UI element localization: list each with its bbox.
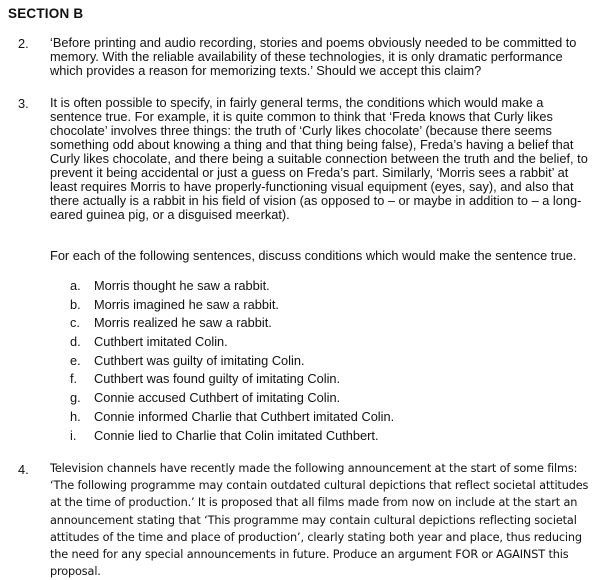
question-3-number: 3. xyxy=(18,96,29,111)
question-2-number: 2. xyxy=(18,36,29,51)
list-item-text: Cuthbert imitated Colin. xyxy=(94,334,228,350)
section-heading: SECTION B xyxy=(8,6,84,21)
list-item-letter: f. xyxy=(70,371,78,387)
list-item xyxy=(70,409,394,428)
list-item-letter: h. xyxy=(70,408,81,424)
list-item xyxy=(70,297,394,316)
list-item-letter: b. xyxy=(70,296,81,312)
list-item-text: Cuthbert was guilty of imitating Colin. xyxy=(94,352,305,368)
list-item xyxy=(70,278,394,297)
question-2-text xyxy=(50,36,598,78)
list-item-text: Morris thought he saw a rabbit. xyxy=(94,278,270,293)
question-3-text xyxy=(50,96,598,222)
list-item xyxy=(70,334,394,353)
question-3-sentence-list xyxy=(70,278,394,446)
question-3-instruction: For each of the following sentences, discuss conditions which would make the sentence true. xyxy=(50,248,577,263)
list-item-letter: a. xyxy=(70,278,81,293)
list-item-text: Morris realized he saw a rabbit. xyxy=(94,315,272,331)
list-item xyxy=(70,371,394,390)
list-item-letter: e. xyxy=(70,352,81,368)
list-item-text: Morris imagined he saw a rabbit. xyxy=(94,296,279,312)
list-item-letter: c. xyxy=(70,315,80,331)
list-item xyxy=(70,353,394,372)
question-4-number: 4. xyxy=(18,462,29,477)
list-item-text: Connie accused Cuthbert of imitating Colin. xyxy=(94,390,341,406)
question-3-instruction-block xyxy=(50,249,598,263)
list-item-text: Connie informed Charlie that Cuthbert imitated Colin. xyxy=(94,408,395,424)
list-item xyxy=(70,315,394,334)
list-item-letter: d. xyxy=(70,334,81,350)
question-2-paragraph: ‘Before printing and audio recording, stories and poems obviously needed to be committed to memory. With the reliable availability of these technologies, it is only dramatic performance which provides a reason for memorizing texts.’ Should we accept this claim? xyxy=(50,35,577,78)
question-3-paragraph: It is often possible to specify, in fairly general terms, the conditions which would make a sentence true. For example, it is quite common to think that ‘Freda knows that Curly likes chocolate’ involves three things: the truth of ‘Curly likes chocolate’ (because there seems something odd about knowing a thing and that thing being false), Freda’s having a belief that Curly likes chocolate, and there being a suitable connection between the truth and the belief, to prevent it being accidental or just a guess on Freda’s part. Similarly, ‘Morris sees a rabbit’ at least requires Morris to have properly-functioning visual equipment (eyes, say), and also that there actually is a rabbit in his field of vision (as opposed to – or maybe in addition to – a long-eared guinea pig, or a disguised meerkat). xyxy=(50,95,588,222)
question-4-text xyxy=(50,460,598,580)
list-item-letter: g. xyxy=(70,390,81,406)
list-item-letter: i. xyxy=(70,427,77,443)
question-4-paragraph: Television channels have recently made the following announcement at the start of some films: ‘The following programme may contain outdated cultural depictions that reflect societal attitudes at the time of production.’ It is proposed that all films made from now on include at the start an announcement stating that ‘This programme may contain cultural depictions reflecting societal attitudes of the time and place of production’, clearly stating both year and place, thus reducing the need for any special announcements in future. Produce an argument FOR or AGAINST this proposal. xyxy=(50,462,589,579)
list-item xyxy=(70,428,394,447)
list-item-text: Connie lied to Charlie that Colin imitated Cuthbert. xyxy=(94,427,379,443)
list-item xyxy=(70,390,394,409)
list-item-text: Cuthbert was found guilty of imitating Colin. xyxy=(94,371,341,387)
